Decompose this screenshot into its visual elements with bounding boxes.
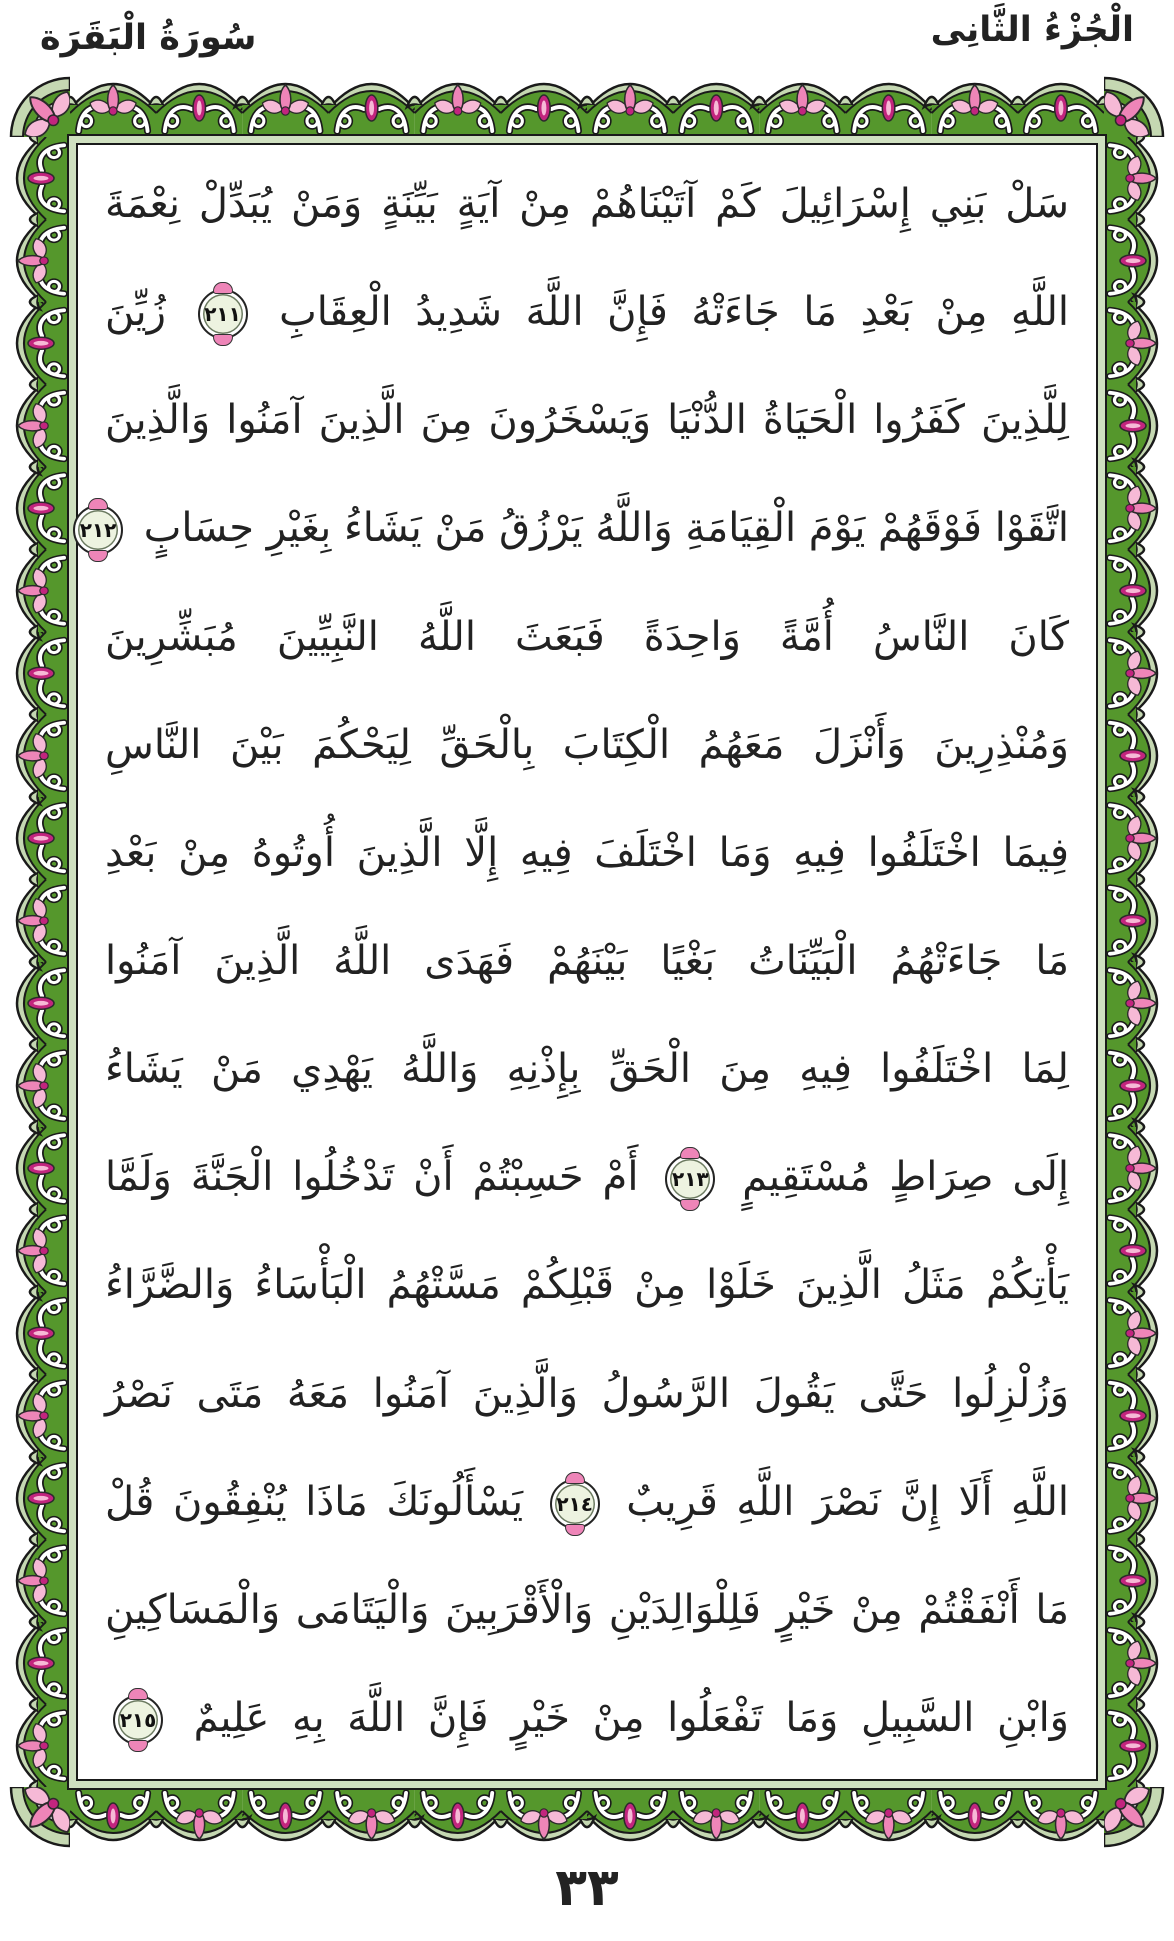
quran-text-block — [79, 151, 1069, 1773]
quran-line — [105, 1557, 1069, 1665]
quran-line — [105, 584, 1069, 692]
ornamental-border — [8, 75, 1166, 1849]
quran-line — [105, 1449, 1069, 1557]
verse-number-medallion: ٢١٥ — [113, 1695, 163, 1745]
border-corner-bottom-left — [8, 1787, 70, 1849]
quran-line — [105, 800, 1069, 908]
ayah-text: أَمْ حَسِبْتُمْ أَنْ تَدْخُلُوا الْجَنَّةَ وَلَمَّا — [105, 1154, 639, 1201]
ayah-text: لِلَّذِينَ كَفَرُوا الْحَيَاةُ الدُّنْيَا وَيَسْخَرُونَ مِنَ الَّذِينَ آمَنُوا وَالَّذِينَ — [105, 397, 1069, 444]
quran-line — [105, 151, 1069, 259]
ayah-text: فِيمَا اخْتَلَفُوا فِيهِ وَمَا اخْتَلَفَ فِيهِ إِلَّا الَّذِينَ أُوتُوهُ مِنْ بَعْدِ — [105, 829, 1069, 876]
border-left-strip — [8, 137, 70, 1787]
juz-title: الْجُزْءُ الثَّانِى — [930, 10, 1134, 50]
verse-number-medallion: ٢١٢ — [73, 505, 123, 555]
quran-line — [105, 1665, 1069, 1773]
border-bottom-strip — [70, 1787, 1104, 1849]
ayah-text: وَمُنْذِرِينَ وَأَنْزَلَ مَعَهُمُ الْكِتَابَ بِالْحَقِّ لِيَحْكُمَ بَيْنَ النَّاسِ — [105, 721, 1069, 768]
quran-line — [105, 1016, 1069, 1124]
border-corner-top-right — [1104, 75, 1166, 137]
ayah-text: كَانَ النَّاسُ أُمَّةً وَاحِدَةً فَبَعَثَ اللَّهُ النَّبِيِّينَ مُبَشِّرِينَ — [105, 613, 1069, 660]
page-header — [34, 2, 1140, 68]
border-right-strip — [1104, 137, 1166, 1787]
page-number: ٣٣ — [555, 1858, 619, 1918]
ayah-text: يَسْأَلُونَكَ مَاذَا يُنْفِقُونَ قُلْ — [105, 1478, 524, 1525]
ayah-text: إِلَى صِرَاطٍ مُسْتَقِيمٍ — [742, 1154, 1069, 1201]
ayah-text: يَأْتِكُمْ مَثَلُ الَّذِينَ خَلَوْا مِنْ قَبْلِكُمْ مَسَّتْهُمُ الْبَأْسَاءُ وَالضَّرَّاءُ — [105, 1262, 1069, 1309]
ayah-text: مَا أَنْفَقْتُمْ مِنْ خَيْرٍ فَلِلْوَالِدَيْنِ وَالْأَقْرَبِينَ وَالْيَتَامَى وَالْمَسَاكِينِ — [105, 1586, 1069, 1633]
ayah-text: لِمَا اخْتَلَفُوا فِيهِ مِنَ الْحَقِّ بِإِذْنِهِ وَاللَّهُ يَهْدِي مَنْ يَشَاءُ — [105, 1046, 1069, 1093]
ayah-text: وَزُلْزِلُوا حَتَّى يَقُولَ الرَّسُولُ وَالَّذِينَ آمَنُوا مَعَهُ مَتَى نَصْرُ — [105, 1370, 1069, 1417]
quran-line — [105, 259, 1069, 367]
border-top-strip — [70, 75, 1104, 137]
ayah-text: زُيِّنَ — [105, 289, 166, 336]
surah-title: سُورَةُ الْبَقَرَة — [40, 18, 257, 58]
ayah-text: اتَّقَوْا فَوْقَهُمْ يَوْمَ الْقِيَامَةِ وَاللَّهُ يَرْزُقُ مَنْ يَشَاءُ بِغَيْرِ حِسَابٍ — [143, 505, 1069, 552]
verse-number-medallion: ٢١٤ — [550, 1479, 600, 1529]
ayah-text: اللَّهِ أَلَا إِنَّ نَصْرَ اللَّهِ قَرِيبٌ — [626, 1478, 1069, 1525]
verse-number-medallion: ٢١١ — [198, 289, 248, 339]
quran-line — [105, 692, 1069, 800]
quran-line — [79, 475, 1069, 583]
quran-line — [105, 367, 1069, 475]
border-corner-top-left — [8, 75, 70, 137]
ayah-text: وَابْنِ السَّبِيلِ وَمَا تَفْعَلُوا مِنْ خَيْرٍ فَإِنَّ اللَّهَ بِهِ عَلِيمٌ — [193, 1694, 1069, 1741]
quran-line — [105, 1124, 1069, 1232]
quran-line — [105, 1341, 1069, 1449]
ayah-text: سَلْ بَنِي إِسْرَائِيلَ كَمْ آتَيْنَاهُمْ مِنْ آيَةٍ بَيِّنَةٍ وَمَنْ يُبَدِّلْ نِعْمَةَ — [105, 181, 1069, 227]
ayah-text: اللَّهِ مِنْ بَعْدِ مَا جَاءَتْهُ فَإِنَّ اللَّهَ شَدِيدُ الْعِقَابِ — [279, 289, 1069, 336]
quran-line — [105, 908, 1069, 1016]
quran-line — [105, 1232, 1069, 1340]
border-corner-bottom-right — [1104, 1787, 1166, 1849]
ayah-text: مَا جَاءَتْهُمُ الْبَيِّنَاتُ بَغْيًا بَيْنَهُمْ فَهَدَى اللَّهُ الَّذِينَ آمَنُوا — [105, 937, 1069, 984]
verse-number-medallion: ٢١٣ — [665, 1154, 715, 1204]
